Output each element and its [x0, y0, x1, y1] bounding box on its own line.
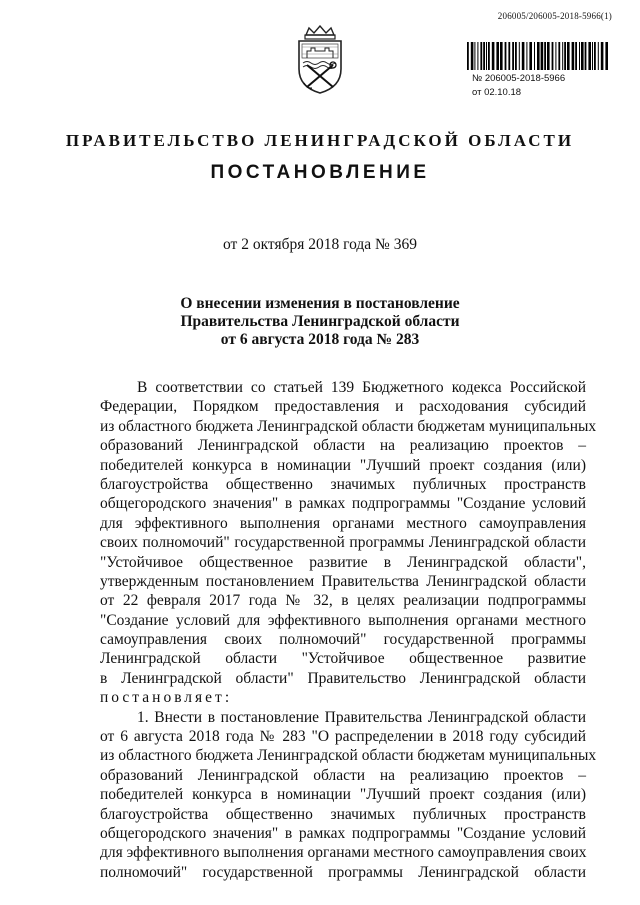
barcode-bar	[483, 42, 485, 70]
barcode-bar	[579, 42, 580, 70]
government-title: ПРАВИТЕЛЬСТВО ЛЕНИНГРАДСКОЙ ОБЛАСТИ	[65, 131, 575, 150]
barcode-bar	[508, 42, 510, 70]
barcode-bar	[480, 42, 482, 70]
barcode-bar	[496, 42, 499, 70]
barcode-bar	[512, 42, 514, 70]
barcode-bar	[555, 42, 556, 70]
body-line: полномочий" государственной программы Ленинградской области	[100, 863, 586, 881]
subject-line: О внесении изменения в постановление	[180, 295, 460, 312]
subject-line: Правительства Ленинградской области	[180, 313, 460, 330]
barcode-bar	[500, 42, 503, 70]
document-date-number: от 2 октября 2018 года № 369	[223, 236, 417, 253]
barcode-bar	[588, 42, 591, 70]
body-line: Федерации, Порядком предоставления и расходования субсидий	[100, 398, 586, 416]
barcode-bar	[522, 42, 525, 70]
barcode-bar	[594, 42, 596, 70]
body-line: "Создание условий для эффективного выполнения органами местного	[100, 611, 586, 629]
body-line: своих полномочий" государственной программы Ленинградской области	[100, 534, 586, 552]
body-line: В соответствии со статьей 139 Бюджетного кодекса Российской	[137, 379, 586, 396]
body-line: Ленинградской области "Устойчивое общественное развитие	[100, 650, 586, 668]
barcode-bar	[467, 42, 469, 70]
body-line: для эффективного выполнения органами местного самоуправления своих	[100, 844, 587, 862]
barcode-bar	[474, 42, 475, 70]
body-line: самоуправления своих полномочий" государственной программы	[100, 631, 586, 649]
barcode-bar	[526, 42, 527, 70]
body-line: из областного бюджета Ленинградской области бюджетам муниципальных	[100, 747, 597, 765]
barcode-bar	[601, 42, 604, 70]
barcode-bar	[598, 42, 599, 70]
resolution-word: постановляет:	[100, 689, 233, 707]
body-line: образований Ленинградской области на реализацию проектов –	[100, 437, 586, 455]
document-type: ПОСТАНОВЛЕНИЕ	[210, 162, 430, 183]
body-line: образований Ленинградской области на реализацию проектов –	[100, 766, 586, 784]
barcode-bar	[552, 42, 554, 70]
barcode-bar	[534, 42, 535, 70]
subject-line: от 6 августа 2018 года № 283	[220, 331, 420, 348]
body-line: в Ленинградской области" Правительство Ленинградской области	[100, 669, 586, 687]
body-line: из областного бюджета Ленинградской области бюджетам муниципальных	[100, 417, 597, 435]
barcode-bar	[544, 42, 546, 70]
body-line: утвержденным постановлением Правительства Ленинградской области	[100, 572, 586, 590]
barcode-bar	[562, 42, 563, 70]
barcode-icon	[466, 42, 610, 70]
barcode-bar	[575, 42, 577, 70]
barcode-bar	[592, 42, 593, 70]
body-line: от 22 февраля 2017 года № 32, в целях реализации подпрограммы	[100, 592, 586, 610]
body-line: "Устойчивое общественное развитие в Ленинградской области",	[100, 553, 586, 571]
registration-date: от 02.10.18	[472, 87, 522, 98]
body-line: 1. Внести в постановление Правительства Ленинградской области	[137, 708, 586, 726]
body-line: для эффективного выполнения органами местного самоуправления	[100, 514, 586, 532]
barcode-bar	[567, 42, 570, 70]
barcode-bar	[488, 42, 490, 70]
body-line: победителей конкурса в номинации "Лучший проект создания (или)	[100, 786, 586, 804]
barcode-bar	[477, 42, 478, 70]
body-line: победителей конкурса в номинации "Лучший проект создания (или)	[100, 456, 586, 474]
barcode-bar	[564, 42, 566, 70]
body-line: общегородского значения" в рамках подпрограммы "Создание условий	[100, 495, 586, 513]
barcode-bar	[605, 42, 608, 70]
body-line: благоустройства общественно значимых публичных пространств	[100, 475, 586, 493]
barcode-bar	[471, 42, 474, 70]
document-body	[100, 378, 597, 882]
body-line: общегородского значения" в рамках подпрограммы "Создание условий	[100, 824, 586, 842]
barcode-bar	[585, 42, 587, 70]
barcode-bar	[572, 42, 575, 70]
body-line: от 6 августа 2018 года № 283 "О распределении в 2018 году субсидий	[100, 728, 586, 746]
document-subject	[0, 295, 640, 349]
barcode-bar	[492, 42, 495, 70]
barcode-bar	[541, 42, 544, 70]
barcode-bar	[505, 42, 507, 70]
barcode-bar	[529, 42, 532, 70]
barcode-bar	[558, 42, 560, 70]
barcode-bar	[581, 42, 584, 70]
document-code: 206005/206005-2018-5966(1)	[497, 11, 612, 21]
body-line: благоустройства общественно значимых публичных пространств	[100, 805, 586, 823]
barcode-bar	[537, 42, 540, 70]
coat-of-arms-icon	[289, 25, 351, 95]
barcode-bar	[486, 42, 487, 70]
barcode-bar	[519, 42, 520, 70]
barcode-bar	[515, 42, 517, 70]
barcode-bar	[547, 42, 550, 70]
registration-number: № 206005-2018-5966	[472, 73, 566, 84]
